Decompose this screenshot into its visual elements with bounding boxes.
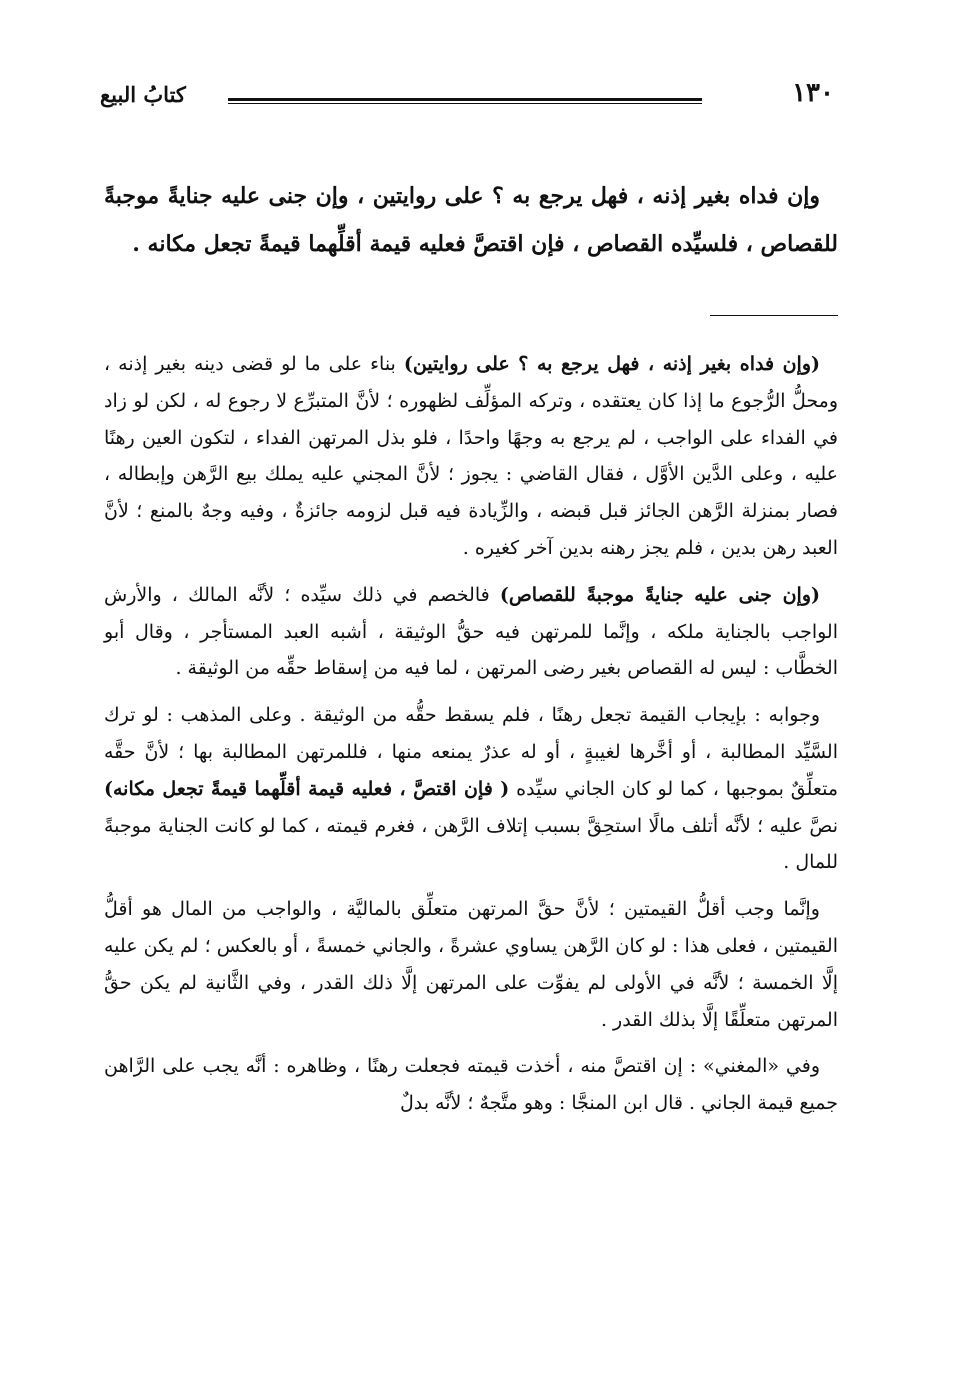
- commentary: [104, 346, 838, 1132]
- text-separator-rule: [710, 315, 838, 316]
- base-text: [104, 172, 838, 268]
- commentary-text: وجوابه : بإيجاب القيمة تجعل رهنًا ، فلم يسقط حقُّه من الوثيقة . وعلى المذهب : لو ترك السَّيِّد المطالبة ، أو أخَّرها لغيبةٍ ، أو له عذرٌ يمنعه منها ، فللمرتهن المطالبة بها ؛ لأنَّ حقَّه متعلِّقٌ بموجبها ، كما لو كان الجاني سيِّده: [104, 704, 839, 800]
- commentary-text: بناء على ما لو قضى دينه بغير إذنه ، ومحلُّ الرُّجوع ما إذا كان يعتقده ، وتركه المؤلِّف لظهوره ؛ لأنَّ المتبرِّع لا رجوع له ، لكن لو زاد في الفداء على الواجب ، لم يرجع به وجهًا واحدًا ، فلو بذل المرتهن الفداء ، لتكون العين رهنًا عليه ، وعلى الدَّين الأوَّل ، فقال القاضي : يجوز ؛ لأنَّ المجني عليه يملك بيع الرَّهن وإبطاله ، فصار بمنزلة الرَّهن الجائز قبل قبضه ، والزِّيادة فيه قبل لزومه جائزةٌ ، وفيه وجهٌ بالمنع ؛ لأنَّ العبد رهن بدين ، فلم يجز رهنه بدين آخر كغيره .: [104, 353, 838, 559]
- commentary-paragraph-5: [104, 1048, 838, 1122]
- quoted-base-text: ( فإن اقتصَّ ، فعليه قيمة أقلِّهما قيمةً تجعل مكانه): [104, 777, 510, 800]
- quoted-base-text: (وإن جنى عليه جنايةً موجبةً للقصاص): [499, 583, 820, 606]
- commentary-paragraph-3: [104, 697, 838, 881]
- commentary-paragraph-2: [104, 577, 838, 687]
- commentary-paragraph-4: [104, 891, 838, 1038]
- page-number: ١٣٠: [792, 78, 834, 108]
- commentary-text: فالخصم في ذلك سيِّده ؛ لأنَّه المالك ، والأرش الواجب بالجناية ملكه ، وإنَّما للمرتهن فيه حقُّ الوثيقة ، أشبه العبد المستأجر ، وقال أبو الخطَّاب : ليس له القصاص بغير رضى المرتهن ، لما فيه من إسقاط حقِّه من الوثيقة .: [104, 583, 838, 680]
- quoted-base-text: (وإن فداه بغير إذنه ، فهل يرجع به ؟ على روايتين): [403, 353, 820, 375]
- commentary-text: وفي «المغني» : إن اقتصَّ منه ، أخذت قيمته فجعلت رهنًا ، وظاهره : أنَّه يجب على الرَّاهن جميع قيمة الجاني . قال ابن المنجَّا : وهو متَّجهٌ ؛ لأنَّه بدلٌ: [104, 1055, 838, 1115]
- book-title: كتابُ البيع: [100, 82, 186, 107]
- running-header: [100, 78, 840, 118]
- commentary-text: وإنَّما وجب أقلُّ القيمتين ؛ لأنَّ حقَّ المرتهن متعلِّق بالماليَّة ، والواجب من المال هو أقلُّ القيمتين ، فعلى هذا : لو كان الرَّهن يساوي عشرةً ، والجاني خمسةً ، أو بالعكس ؛ لم يكن عليه إلَّا الخمسة ؛ لأنَّه في الأولى لم يفوِّت على المرتهن إلَّا ذلك القدر ، وفي الثَّانية لم يكن حقُّ المرتهن متعلِّقًا إلَّا بذلك القدر .: [104, 898, 838, 1031]
- base-text-paragraph: وإن فداه بغير إذنه ، فهل يرجع به ؟ على روايتين ، وإن جنى عليه جنايةً موجبةً للقصاص ، فلسيِّده القصاص ، فإن اقتصَّ فعليه قيمة أقلِّهما قيمةً تجعل مكانه .: [104, 183, 838, 257]
- header-rule: [228, 98, 702, 104]
- commentary-paragraph-1: [104, 346, 838, 567]
- commentary-text: نصَّ عليه ؛ لأنَّه أتلف مالًا استحِقَّ بسبب إتلاف الرَّهن ، فغرم قيمته ، كما لو كانت الجناية موجبةً للمال .: [104, 814, 838, 874]
